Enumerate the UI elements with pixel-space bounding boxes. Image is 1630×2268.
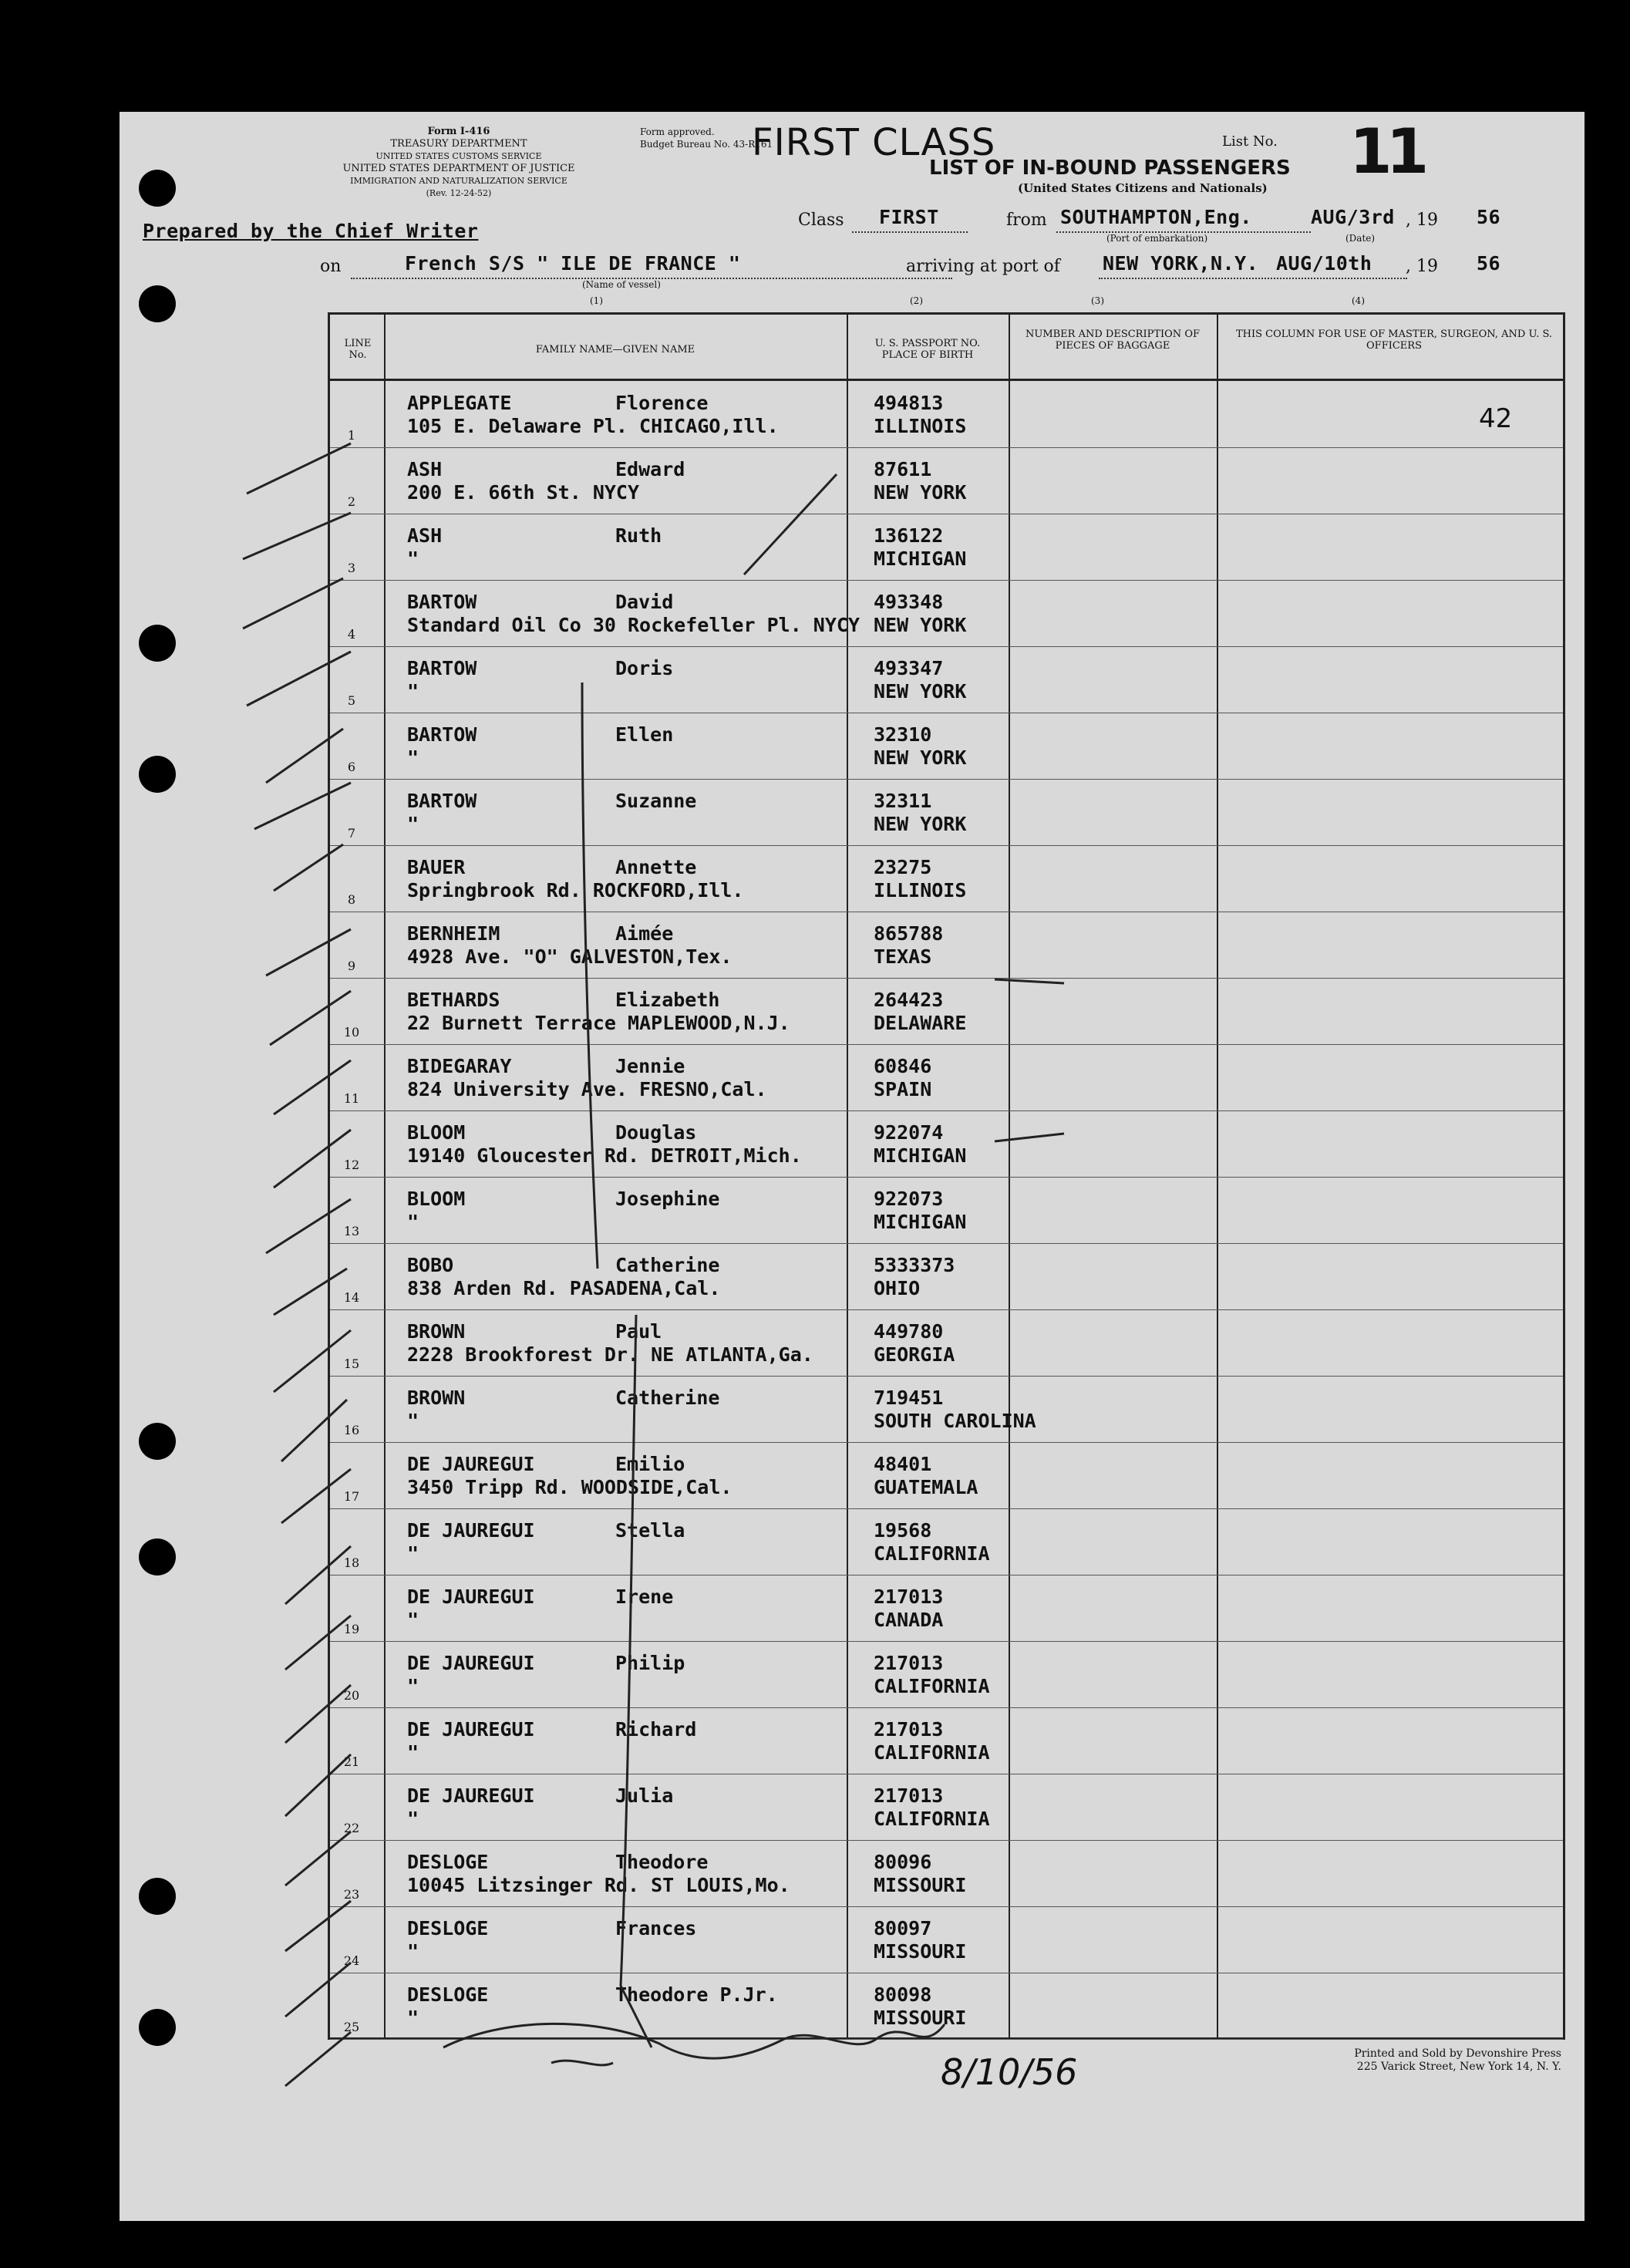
address: 4928 Ave. "O" GALVESTON,Tex. xyxy=(407,945,732,968)
line-number: 2 xyxy=(347,494,356,509)
embark-date: AUG/3rd xyxy=(1311,206,1395,228)
arriving-label: arriving at port of xyxy=(906,257,1060,276)
signature-date: 8/10/56 xyxy=(941,2051,1078,2093)
place-of-birth: MISSOURI xyxy=(874,1940,967,1963)
line-number: 5 xyxy=(347,693,356,708)
place-of-birth: TEXAS xyxy=(874,945,932,968)
passport-number: 719451 xyxy=(874,1387,944,1409)
given-name: Douglas xyxy=(615,1121,697,1144)
address: " xyxy=(407,1211,419,1233)
arrival-year-prefix: , 19 xyxy=(1406,257,1438,276)
list-number: 11 xyxy=(1349,116,1423,187)
family-name: BROWN xyxy=(407,1387,466,1409)
address: " xyxy=(407,1542,419,1565)
col-num-2: (2) xyxy=(910,295,923,306)
place-of-birth: NEW YORK xyxy=(874,614,967,636)
passport-number: 87611 xyxy=(874,458,932,480)
class-value: FIRST xyxy=(879,206,939,228)
family-name: DE JAUREGUI xyxy=(407,1784,535,1807)
passport-number: 217013 xyxy=(874,1718,944,1741)
address: 3450 Tripp Rd. WOODSIDE,Cal. xyxy=(407,1476,732,1498)
line-number: 6 xyxy=(347,760,356,774)
place-of-birth: CALIFORNIA xyxy=(874,1808,990,1830)
given-name: Theodore xyxy=(615,1851,709,1873)
vessel-caption: (Name of vessel) xyxy=(582,279,661,290)
passport-number: 48401 xyxy=(874,1453,932,1475)
place-of-birth: DELAWARE xyxy=(874,1012,967,1034)
line-number: 12 xyxy=(343,1158,360,1172)
passport-number: 32310 xyxy=(874,723,932,746)
family-name: DE JAUREGUI xyxy=(407,1453,535,1475)
place-of-birth: NEW YORK xyxy=(874,481,967,504)
passport-number: 922073 xyxy=(874,1188,944,1210)
address: " xyxy=(407,1675,419,1697)
place-of-birth: NEW YORK xyxy=(874,746,967,769)
form-number: Form I-416 xyxy=(427,126,490,137)
arrival-port: NEW YORK,N.Y. xyxy=(1103,252,1259,275)
address: 10045 Litzsinger Rd. ST LOUIS,Mo. xyxy=(407,1874,790,1896)
list-label: List No. xyxy=(1222,133,1278,150)
family-name: APPLEGATE xyxy=(407,392,512,414)
given-name: Florence xyxy=(615,392,709,414)
passport-number: 865788 xyxy=(874,922,944,945)
address: 200 E. 66th St. NYCY xyxy=(407,481,640,504)
passport-number: 217013 xyxy=(874,1784,944,1807)
col-header-line-no: LINE No. xyxy=(344,338,372,361)
col-header-name: FAMILY NAME—GIVEN NAME xyxy=(535,344,695,356)
family-name: BARTOW xyxy=(407,790,477,812)
passport-number: 80097 xyxy=(874,1917,932,1939)
dept-line-1: TREASURY DEPARTMENT xyxy=(390,138,527,150)
passport-number: 922074 xyxy=(874,1121,944,1144)
passport-number: 5333373 xyxy=(874,1254,955,1276)
arrival-date: AUG/10th xyxy=(1276,252,1372,275)
family-name: DESLOGE xyxy=(407,1917,489,1939)
class-stamp: FIRST CLASS xyxy=(752,121,996,164)
address: " xyxy=(407,680,419,703)
address: 22 Burnett Terrace MAPLEWOOD,N.J. xyxy=(407,1012,790,1034)
address: " xyxy=(407,1410,419,1432)
given-name: Catherine xyxy=(615,1387,720,1409)
date-caption: (Date) xyxy=(1345,233,1376,244)
line-number: 17 xyxy=(343,1489,360,1504)
col-header-baggage: NUMBER AND DESCRIPTION OF PIECES OF BAGGAGE xyxy=(1025,329,1200,352)
col-num-1: (1) xyxy=(590,295,603,306)
handwritten-check-marks xyxy=(120,112,1585,2221)
given-name: Ellen xyxy=(615,723,674,746)
vessel-name: French S/S " ILE DE FRANCE " xyxy=(405,252,741,275)
passport-number: 217013 xyxy=(874,1586,944,1608)
line-number: 13 xyxy=(343,1224,360,1238)
place-of-birth: GUATEMALA xyxy=(874,1476,978,1498)
budget-bureau: Budget Bureau No. 43-R161 xyxy=(640,139,773,150)
year-prefix: , 19 xyxy=(1406,211,1438,230)
printer-line-2: 225 Varick Street, New York 14, N. Y. xyxy=(1356,2061,1561,2073)
line-number: 1 xyxy=(347,428,356,443)
col-header-officers: THIS COLUMN FOR USE OF MASTER, SURGEON, AND U. S. OFFICERS xyxy=(1235,329,1553,352)
passport-number: 493348 xyxy=(874,591,944,613)
given-name: Stella xyxy=(615,1519,685,1542)
place-of-birth: NEW YORK xyxy=(874,680,967,703)
dept-line-3: UNITED STATES DEPARTMENT OF JUSTICE xyxy=(342,163,575,174)
passport-number: 19568 xyxy=(874,1519,932,1542)
given-name: Paul xyxy=(615,1320,662,1343)
family-name: BARTOW xyxy=(407,591,477,613)
address: 105 E. Delaware Pl. CHICAGO,Ill. xyxy=(407,415,779,437)
given-name: Jennie xyxy=(615,1055,685,1077)
given-name: Elizabeth xyxy=(615,989,720,1011)
given-name: David xyxy=(615,591,674,613)
form-approved: Form approved. xyxy=(640,126,715,137)
address: " xyxy=(407,1808,419,1830)
family-name: BAUER xyxy=(407,856,466,878)
port-embark-caption: (Port of embarkation) xyxy=(1106,233,1208,244)
place-of-birth: NEW YORK xyxy=(874,813,967,835)
passport-number: 217013 xyxy=(874,1652,944,1674)
given-name: Edward xyxy=(615,458,685,480)
col-num-3: (3) xyxy=(1091,295,1104,306)
family-name: ASH xyxy=(407,458,443,480)
officer-note: 42 xyxy=(1479,403,1513,434)
line-number: 20 xyxy=(343,1688,360,1703)
line-number: 25 xyxy=(343,2020,360,2034)
given-name: Frances xyxy=(615,1917,697,1939)
family-name: BARTOW xyxy=(407,657,477,679)
address: " xyxy=(407,1940,419,1963)
address: " xyxy=(407,813,419,835)
place-of-birth: MISSOURI xyxy=(874,2007,967,2029)
family-name: DE JAUREGUI xyxy=(407,1586,535,1608)
manifest-page xyxy=(120,112,1585,2221)
manifest-title: LIST OF IN-BOUND PASSENGERS xyxy=(929,157,1291,180)
family-name: DE JAUREGUI xyxy=(407,1652,535,1674)
passport-number: 23275 xyxy=(874,856,932,878)
address: 824 University Ave. FRESNO,Cal. xyxy=(407,1078,767,1100)
line-number: 15 xyxy=(343,1356,360,1371)
address: " xyxy=(407,2007,419,2029)
place-of-birth: MISSOURI xyxy=(874,1874,967,1896)
given-name: Aimée xyxy=(615,922,674,945)
address: Standard Oil Co 30 Rockefeller Pl. NYCY xyxy=(407,614,860,636)
given-name: Annette xyxy=(615,856,697,878)
line-number: 11 xyxy=(343,1091,360,1106)
family-name: DESLOGE xyxy=(407,1983,489,2006)
on-label: on xyxy=(320,257,342,276)
manifest-subtitle: (United States Citizens and Nationals) xyxy=(1018,181,1268,195)
arrival-year: 56 xyxy=(1477,252,1501,275)
place-of-birth: CALIFORNIA xyxy=(874,1675,990,1697)
given-name: Richard xyxy=(615,1718,697,1741)
place-of-birth: GEORGIA xyxy=(874,1343,955,1366)
line-number: 16 xyxy=(343,1423,360,1437)
prepared-by: Prepared by the Chief Writer xyxy=(143,220,479,242)
given-name: Emilio xyxy=(615,1453,685,1475)
place-of-birth: OHIO xyxy=(874,1277,921,1299)
place-of-birth: MICHIGAN xyxy=(874,1144,967,1167)
family-name: BIDEGARAY xyxy=(407,1055,512,1077)
given-name: Josephine xyxy=(615,1188,720,1210)
address: 838 Arden Rd. PASADENA,Cal. xyxy=(407,1277,721,1299)
place-of-birth: SPAIN xyxy=(874,1078,932,1100)
revision: (Rev. 12-24-52) xyxy=(426,188,492,198)
passport-number: 60846 xyxy=(874,1055,932,1077)
printer-line-1: Printed and Sold by Devonshire Press xyxy=(1354,2047,1561,2060)
family-name: DESLOGE xyxy=(407,1851,489,1873)
given-name: Ruth xyxy=(615,524,662,547)
place-of-birth: CALIFORNIA xyxy=(874,1542,990,1565)
address: " xyxy=(407,1741,419,1764)
line-number: 22 xyxy=(343,1821,360,1835)
from-label: from xyxy=(1006,211,1047,230)
family-name: BERNHEIM xyxy=(407,922,500,945)
passport-number: 449780 xyxy=(874,1320,944,1343)
place-of-birth: SOUTH CAROLINA xyxy=(874,1410,1036,1432)
given-name: Doris xyxy=(615,657,674,679)
place-of-birth: CALIFORNIA xyxy=(874,1741,990,1764)
family-name: BROWN xyxy=(407,1320,466,1343)
line-number: 18 xyxy=(343,1555,360,1570)
passport-number: 494813 xyxy=(874,392,944,414)
family-name: BLOOM xyxy=(407,1121,466,1144)
line-number: 4 xyxy=(347,627,356,642)
given-name: Julia xyxy=(615,1784,674,1807)
line-number: 19 xyxy=(343,1622,360,1636)
line-number: 9 xyxy=(347,959,356,973)
passport-number: 80096 xyxy=(874,1851,932,1873)
family-name: BOBO xyxy=(407,1254,454,1276)
dept-line-2: UNITED STATES CUSTOMS SERVICE xyxy=(376,151,542,161)
passport-number: 264423 xyxy=(874,989,944,1011)
place-of-birth: MICHIGAN xyxy=(874,548,967,570)
family-name: DE JAUREGUI xyxy=(407,1718,535,1741)
given-name: Philip xyxy=(615,1652,685,1674)
passport-number: 32311 xyxy=(874,790,932,812)
address: 2228 Brookforest Dr. NE ATLANTA,Ga. xyxy=(407,1343,813,1366)
line-number: 7 xyxy=(347,826,356,841)
line-number: 24 xyxy=(343,1953,360,1968)
passport-number: 80098 xyxy=(874,1983,932,2006)
given-name: Theodore P.Jr. xyxy=(615,1983,778,2006)
given-name: Catherine xyxy=(615,1254,720,1276)
place-of-birth: ILLINOIS xyxy=(874,415,967,437)
place-of-birth: ILLINOIS xyxy=(874,879,967,901)
family-name: BARTOW xyxy=(407,723,477,746)
class-label: Class xyxy=(798,211,844,230)
address: " xyxy=(407,548,419,570)
given-name: Suzanne xyxy=(615,790,697,812)
col-num-4: (4) xyxy=(1352,295,1365,306)
line-number: 21 xyxy=(343,1754,360,1769)
line-number: 8 xyxy=(347,892,356,907)
family-name: BLOOM xyxy=(407,1188,466,1210)
embark-year: 56 xyxy=(1477,206,1501,228)
family-name: DE JAUREGUI xyxy=(407,1519,535,1542)
passport-number: 493347 xyxy=(874,657,944,679)
line-number: 14 xyxy=(343,1290,360,1305)
line-number: 10 xyxy=(343,1025,360,1040)
family-name: BETHARDS xyxy=(407,989,500,1011)
address: " xyxy=(407,746,419,769)
address: 19140 Gloucester Rd. DETROIT,Mich. xyxy=(407,1144,802,1167)
address: " xyxy=(407,1609,419,1631)
printer-imprint xyxy=(1354,2047,1561,2074)
line-number: 3 xyxy=(347,561,356,575)
col-header-passport: U. S. PASSPORT NO. PLACE OF BIRTH xyxy=(874,338,981,361)
place-of-birth: MICHIGAN xyxy=(874,1211,967,1233)
port-of-embarkation: SOUTHAMPTON,Eng. xyxy=(1060,206,1252,228)
line-number: 23 xyxy=(343,1887,360,1902)
given-name: Irene xyxy=(615,1586,674,1608)
passport-number: 136122 xyxy=(874,524,944,547)
place-of-birth: CANADA xyxy=(874,1609,944,1631)
family-name: ASH xyxy=(407,524,443,547)
dept-line-4: IMMIGRATION AND NATURALIZATION SERVICE xyxy=(350,176,567,186)
address: Springbrook Rd. ROCKFORD,Ill. xyxy=(407,879,744,901)
